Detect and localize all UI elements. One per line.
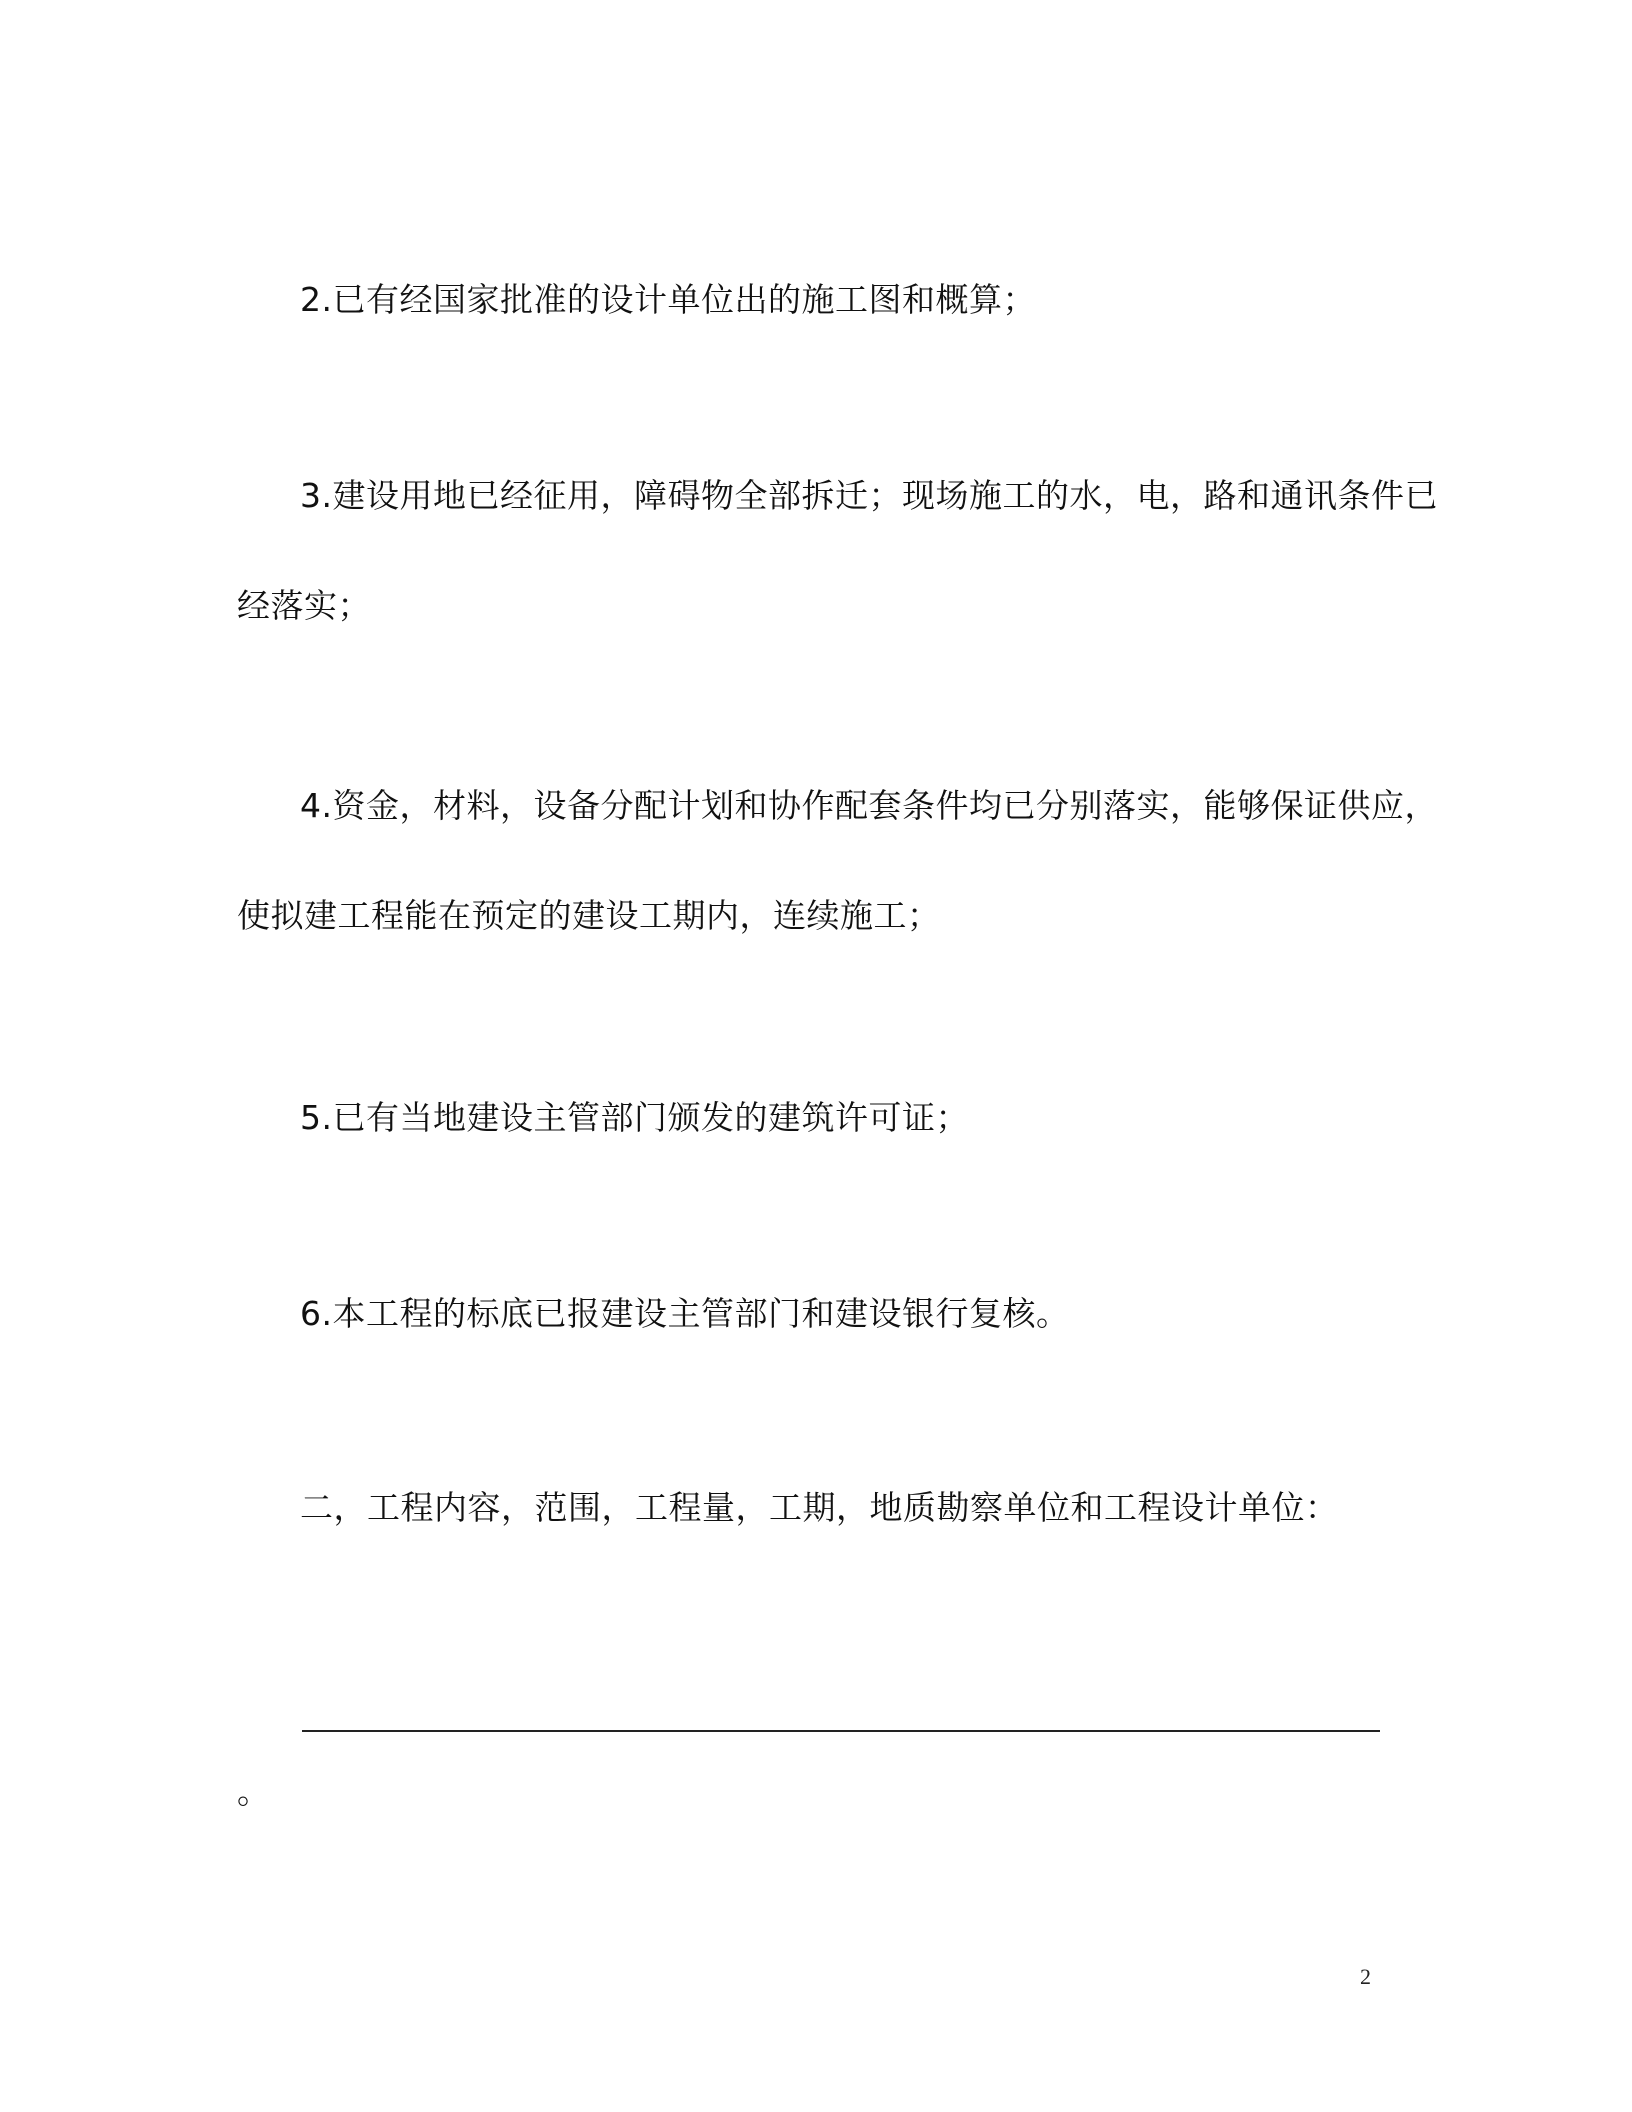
paragraph-item-4-line-1: 4.资金，材料，设备分配计划和协作配套条件均已分别落实，能够保证供应， (300, 786, 1438, 825)
paragraph-item-5: 5.已有当地建设主管部门颁发的建筑许可证； (300, 1098, 969, 1137)
paragraph-item-3-line-1: 3.建设用地已经征用，障碍物全部拆迁；现场施工的水，电，路和通讯条件已 (300, 476, 1438, 515)
section-heading-2: 二，工程内容，范围，工程量，工期，地质勘察单位和工程设计单位： (300, 1488, 1339, 1527)
paragraph-item-6: 6.本工程的标底已报建设主管部门和建设银行复核。 (300, 1294, 1070, 1333)
fill-in-blank-line (302, 1730, 1380, 1732)
paragraph-item-2: 2.已有经国家批准的设计单位出的施工图和概算； (300, 280, 1036, 319)
paragraph-item-3-line-2: 经落实； (237, 586, 371, 625)
paragraph-item-4-line-2: 使拟建工程能在预定的建设工期内，连续施工； (237, 896, 941, 935)
page-number: 2 (1360, 1964, 1371, 1989)
trailing-period: 。 (237, 1772, 271, 1811)
